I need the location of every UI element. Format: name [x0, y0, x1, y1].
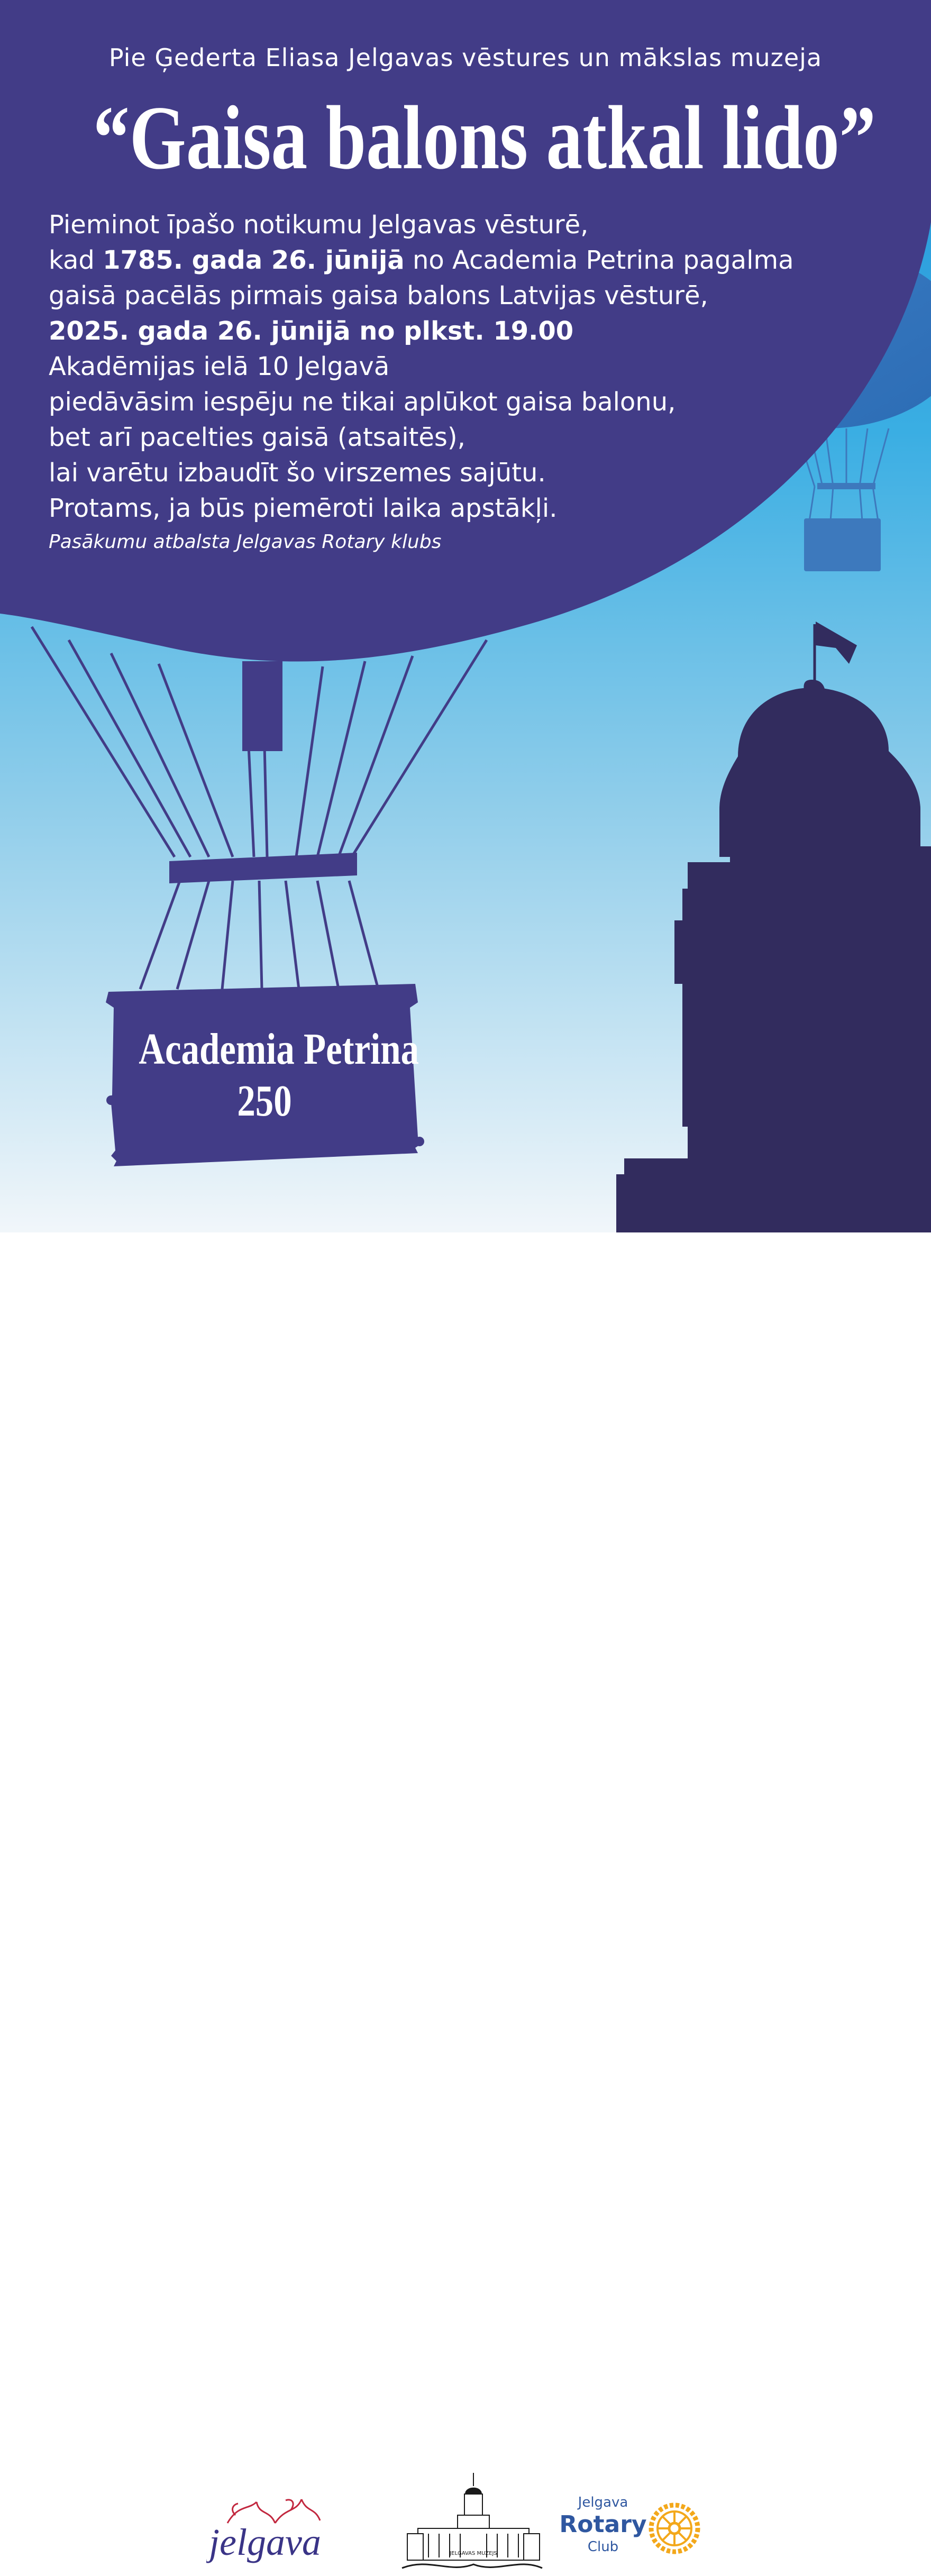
desc-line-8: lai varētu izbaudīt šo virszemes sajūtu.	[49, 458, 546, 488]
rotary-wheel-icon	[645, 2499, 704, 2557]
desc-line-2	[49, 243, 842, 278]
desc-line-7: bet arī pacelties gaisā (atsaitēs),	[49, 423, 465, 452]
museum-logo-text: JELGAVAS MUZEJS	[450, 2551, 497, 2556]
desc-line-2-end: no Academia Petrina pagalma	[404, 245, 794, 275]
basket-label-line-1: Academia Petrina	[139, 1025, 419, 1074]
desc-line-6: piedāvāsim iespēju ne tikai aplūkot gaisa balonu,	[49, 387, 676, 417]
sponsor-note: Pasākumu atbalsta Jelgavas Rotary klubs	[49, 531, 442, 553]
event-datetime-text: 2025. gada 26. jūnijā no plkst. 19.00	[49, 316, 574, 346]
historic-date: 1785. gada 26. jūnijā	[103, 245, 405, 275]
sponsor-footer	[0, 1232, 931, 2563]
event-description	[49, 207, 842, 558]
desc-line-2-start: kad	[49, 245, 103, 275]
poster	[0, 0, 931, 1232]
rotary-wordmark	[555, 2494, 651, 2555]
desc-line-3: gaisā pacēlās pirmais gaisa balons Latvijas vēsturē,	[49, 281, 708, 310]
event-title: “Gaisa balons atkal lido”	[93, 88, 876, 188]
jelgava-logo-text: jelgava	[209, 2521, 321, 2563]
desc-line-9: Protams, ja būs piemēroti laika apstākļi.	[49, 494, 558, 523]
organizer-line: Pie Ģederta Eliasa Jelgavas vēstures un mākslas muzeja	[108, 43, 823, 72]
jelgava-logo	[206, 2494, 386, 2568]
rotary-name: Rotary	[559, 2511, 647, 2538]
basket-label	[111, 1024, 418, 1127]
rotary-club: Club	[587, 2539, 619, 2555]
desc-line-1: Pieminot īpašo notikumu Jelgavas vēsturē,	[49, 210, 589, 240]
event-datetime	[49, 314, 842, 349]
event-address: Akadēmijas ielā 10 Jelgavā	[49, 352, 390, 381]
basket-label-line-2: 250	[237, 1076, 292, 1126]
jelgava-logo-antlers	[227, 2499, 320, 2523]
main-balloon-neck	[242, 661, 282, 751]
rotary-city: Jelgava	[578, 2495, 628, 2510]
museum-logo	[397, 2470, 545, 2576]
